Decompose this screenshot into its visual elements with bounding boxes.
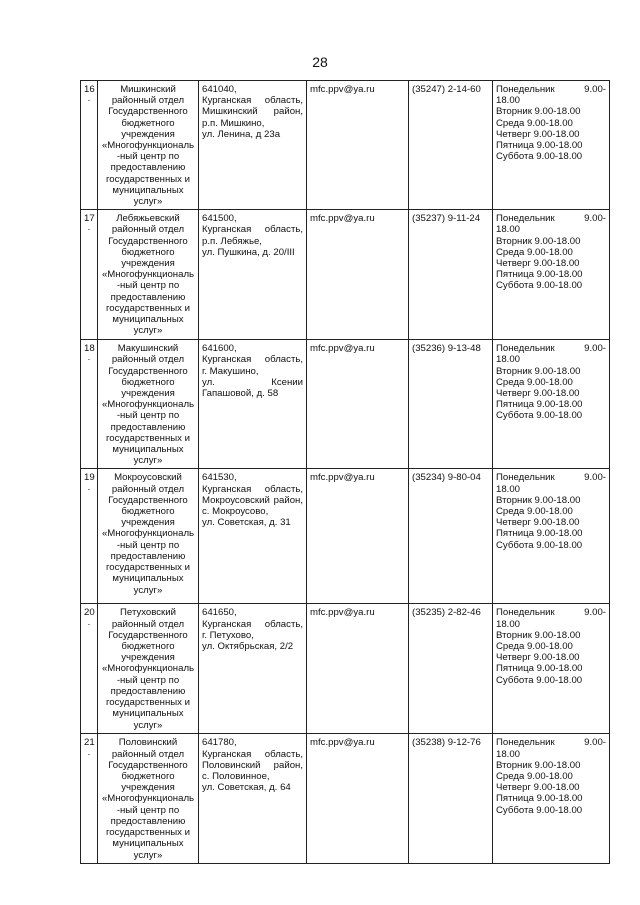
phone-number: (35247) 2-14-60 xyxy=(412,84,481,95)
address-line: Половинский район, xyxy=(202,759,303,771)
office-name-line: бюджетного xyxy=(121,246,175,258)
row-number: 21 xyxy=(84,737,95,749)
hours-cell xyxy=(493,81,610,210)
hours-monday-day: Понедельник xyxy=(496,607,555,619)
hours-line: Пятница 9.00-18.00 xyxy=(496,528,583,540)
phone-number: (35234) 9-80-04 xyxy=(412,472,481,484)
office-name-line: государственных и xyxy=(106,827,190,839)
hours-cell xyxy=(493,340,610,469)
address-cell xyxy=(199,81,307,210)
row-number-dot: . xyxy=(87,352,91,364)
table-row xyxy=(81,210,610,340)
office-name-line: -ный центр по xyxy=(116,410,180,422)
email-link[interactable]: mfc.ppv@ya.ru xyxy=(310,343,375,355)
office-name-line: Лебяжьевский xyxy=(116,213,180,225)
office-name-line: «Многофункциональ xyxy=(101,793,195,805)
hours-line: Пятница 9.00-18.00 xyxy=(496,663,583,675)
hours-cell xyxy=(493,210,610,340)
row-number-cell xyxy=(81,340,98,469)
hours-monday-end: 18.00 xyxy=(496,483,521,495)
hours-monday-line xyxy=(496,737,606,748)
office-name-line: предоставлению xyxy=(110,550,186,562)
office-name-line: государственных и xyxy=(106,697,190,709)
address-line: с. Мокроусово, xyxy=(202,506,269,518)
address-line: Курганская область, xyxy=(202,354,303,366)
office-name-line: бюджетного xyxy=(121,117,175,129)
hours-monday-line xyxy=(496,84,606,95)
hours-line: Четверг 9.00-18.00 xyxy=(496,517,580,529)
table-row xyxy=(81,734,610,863)
office-name-cell xyxy=(98,469,199,604)
hours-monday-end: 18.00 xyxy=(496,618,521,630)
office-name-line: услуг» xyxy=(133,719,163,731)
email-cell xyxy=(307,340,409,469)
office-name-line: бюджетного xyxy=(121,506,175,518)
address-line: р.п. Лебяжье, xyxy=(202,235,262,247)
office-name-line: -ный центр по xyxy=(116,539,180,551)
hours-line: Среда 9.00-18.00 xyxy=(496,117,573,129)
phone-cell xyxy=(409,340,493,469)
office-name-line: предоставлению xyxy=(110,421,186,433)
row-number: 17 xyxy=(84,213,95,225)
office-name-line: Мокроусовский xyxy=(114,472,182,484)
office-name-line: предоставлению xyxy=(110,815,186,827)
office-name-line: бюджетного xyxy=(121,641,175,653)
hours-monday-start: 9.00- xyxy=(584,84,606,95)
office-name-line: муниципальных xyxy=(112,573,184,585)
table-row xyxy=(81,604,610,734)
row-number-cell xyxy=(81,604,98,734)
hours-monday-day: Понедельник xyxy=(496,213,555,225)
phone-cell xyxy=(409,210,493,340)
hours-line: Пятница 9.00-18.00 xyxy=(496,140,583,152)
hours-monday-start: 9.00- xyxy=(584,343,606,355)
address-line: с. Половинное, xyxy=(202,771,270,783)
office-name-line: Государственного xyxy=(108,365,188,377)
row-number: 20 xyxy=(84,607,95,619)
email-cell xyxy=(307,210,409,340)
office-name-line: государственных и xyxy=(106,562,190,574)
office-name-line: услуг» xyxy=(133,849,163,861)
office-name-cell xyxy=(98,340,199,469)
office-name-line: районный отдел xyxy=(111,224,185,236)
office-name-line: районный отдел xyxy=(111,618,185,630)
hours-line: Вторник 9.00-18.00 xyxy=(496,629,581,641)
hours-line: Четверг 9.00-18.00 xyxy=(496,128,580,140)
office-name-line: районный отдел xyxy=(111,354,185,366)
phone-cell xyxy=(409,469,493,604)
office-name-line: учреждения xyxy=(121,258,175,270)
office-name-line: государственных и xyxy=(106,173,190,185)
phone-cell xyxy=(409,81,493,210)
address-line: Курганская область, xyxy=(202,224,303,236)
address-line: 641500, xyxy=(202,213,237,225)
address-line: Мишкинский район, xyxy=(202,106,303,118)
address-line: 641650, xyxy=(202,607,237,619)
row-number-dot: . xyxy=(87,93,91,105)
office-name-line: «Многофункциональ xyxy=(101,140,195,152)
office-name-line: Мишкинский xyxy=(120,84,176,95)
address-line: 641040, xyxy=(202,84,237,95)
office-name-cell xyxy=(98,734,199,863)
row-number-cell xyxy=(81,734,98,863)
address-line: ул. Пушкина, д. 20/III xyxy=(202,246,295,258)
office-name-line: «Многофункциональ xyxy=(101,663,195,675)
hours-line: Четверг 9.00-18.00 xyxy=(496,258,580,270)
hours-monday-start: 9.00- xyxy=(584,213,606,225)
office-name-line: учреждения xyxy=(121,652,175,664)
office-name-line: районный отдел xyxy=(111,95,185,107)
hours-monday-line xyxy=(496,343,606,354)
address-line: 641530, xyxy=(202,472,237,484)
hours-line: Суббота 9.00-18.00 xyxy=(496,280,583,292)
hours-line: Вторник 9.00-18.00 xyxy=(496,365,581,377)
hours-monday-start: 9.00- xyxy=(584,737,606,749)
phone-number: (35237) 9-11-24 xyxy=(412,213,481,225)
hours-line: Пятница 9.00-18.00 xyxy=(496,793,583,805)
email-cell xyxy=(307,734,409,863)
address-line: 641600, xyxy=(202,343,237,355)
office-name-line: предоставлению xyxy=(110,162,186,174)
address-line: Курганская область, xyxy=(202,95,303,107)
office-name-line: Государственного xyxy=(108,629,188,641)
hours-monday-start: 9.00- xyxy=(584,472,606,484)
office-name-line: учреждения xyxy=(121,128,175,140)
office-name-line: муниципальных xyxy=(112,444,184,456)
office-name-line: государственных и xyxy=(106,302,190,314)
row-number-dot: . xyxy=(87,746,91,758)
hours-cell xyxy=(493,604,610,734)
office-name-line: Государственного xyxy=(108,106,188,118)
hours-monday-line xyxy=(496,607,606,618)
hours-line: Четверг 9.00-18.00 xyxy=(496,652,580,664)
mfc-offices-table xyxy=(80,80,610,864)
office-name-line: муниципальных xyxy=(112,838,184,850)
address-line: Курганская область, xyxy=(202,483,303,495)
hours-line: Пятница 9.00-18.00 xyxy=(496,269,583,281)
address-cell xyxy=(199,340,307,469)
office-name-line: -ный центр по xyxy=(116,151,180,163)
hours-line: Суббота 9.00-18.00 xyxy=(496,539,583,551)
office-name-cell xyxy=(98,81,199,210)
email-cell xyxy=(307,604,409,734)
office-name-line: муниципальных xyxy=(112,708,184,720)
office-name-line: Государственного xyxy=(108,494,188,506)
hours-monday-day: Понедельник xyxy=(496,343,555,355)
email-link[interactable]: mfc.ppv@ya.ru xyxy=(310,472,375,484)
hours-monday-start: 9.00- xyxy=(584,607,606,619)
phone-number: (35236) 9-13-48 xyxy=(412,343,481,355)
email-link[interactable]: mfc.ppv@ya.ru xyxy=(310,737,375,749)
office-name-line: услуг» xyxy=(133,325,163,337)
address-line: г. Петухово, xyxy=(202,629,254,641)
office-name-line: Петуховский xyxy=(120,607,176,619)
hours-line: Вторник 9.00-18.00 xyxy=(496,106,581,118)
table-row xyxy=(81,340,610,469)
address-cell xyxy=(199,469,307,604)
address-line: ул. Ленина, д 23а xyxy=(202,128,281,140)
address-line: ул. Ксении xyxy=(202,376,303,388)
office-name-line: муниципальных xyxy=(112,314,184,326)
email-cell xyxy=(307,469,409,604)
row-number-cell xyxy=(81,469,98,604)
hours-line: Суббота 9.00-18.00 xyxy=(496,151,583,163)
office-name-line: услуг» xyxy=(133,584,163,596)
office-name-line: «Многофункциональ xyxy=(101,399,195,411)
hours-monday-end: 18.00 xyxy=(496,95,521,107)
address-line: ул. Советская, д. 31 xyxy=(202,517,291,529)
phone-number: (35235) 2-82-46 xyxy=(412,607,481,619)
email-cell xyxy=(307,81,409,210)
email-link[interactable]: mfc.ppv@ya.ru xyxy=(310,213,375,225)
page-number: 28 xyxy=(312,54,328,70)
office-name-line: услуг» xyxy=(133,196,163,208)
hours-line: Суббота 9.00-18.00 xyxy=(496,674,583,686)
office-name-cell xyxy=(98,210,199,340)
hours-line: Четверг 9.00-18.00 xyxy=(496,388,580,400)
hours-line: Среда 9.00-18.00 xyxy=(496,246,573,258)
address-line: Гапашовой, д. 58 xyxy=(202,388,279,400)
address-cell xyxy=(199,210,307,340)
address-line: ул. Советская, д. 64 xyxy=(202,782,291,794)
hours-cell xyxy=(493,469,610,604)
address-cell xyxy=(199,734,307,863)
office-name-line: «Многофункциональ xyxy=(101,528,195,540)
office-name-cell xyxy=(98,604,199,734)
hours-monday-day: Понедельник xyxy=(496,84,555,95)
office-name-line: предоставлению xyxy=(110,291,186,303)
address-cell xyxy=(199,604,307,734)
office-name-line: бюджетного xyxy=(121,771,175,783)
address-line: г. Макушино, xyxy=(202,365,259,377)
table-row xyxy=(81,81,610,210)
address-line: 641780, xyxy=(202,737,237,749)
row-number-dot: . xyxy=(87,222,91,234)
row-number: 18 xyxy=(84,343,95,355)
office-name-line: -ный центр по xyxy=(116,804,180,816)
hours-line: Четверг 9.00-18.00 xyxy=(496,782,580,794)
address-line: Мокроусовский район, xyxy=(202,494,303,506)
office-name-line: учреждения xyxy=(121,782,175,794)
hours-line: Суббота 9.00-18.00 xyxy=(496,804,583,816)
row-number-cell xyxy=(81,81,98,210)
hours-line: Вторник 9.00-18.00 xyxy=(496,494,581,506)
office-name-line: муниципальных xyxy=(112,184,184,196)
office-name-line: районный отдел xyxy=(111,483,185,495)
address-line: Курганская область, xyxy=(202,748,303,760)
office-name-line: услуг» xyxy=(133,455,163,467)
hours-monday-end: 18.00 xyxy=(496,354,521,366)
hours-line: Вторник 9.00-18.00 xyxy=(496,759,581,771)
office-name-line: предоставлению xyxy=(110,685,186,697)
hours-monday-day: Понедельник xyxy=(496,472,555,484)
hours-line: Среда 9.00-18.00 xyxy=(496,506,573,518)
office-name-line: -ный центр по xyxy=(116,280,180,292)
address-line: Курганская область, xyxy=(202,618,303,630)
phone-cell xyxy=(409,734,493,863)
hours-monday-line xyxy=(496,213,606,224)
office-name-line: районный отдел xyxy=(111,748,185,760)
office-name-line: учреждения xyxy=(121,388,175,400)
hours-line: Среда 9.00-18.00 xyxy=(496,771,573,783)
office-name-line: Государственного xyxy=(108,235,188,247)
hours-line: Среда 9.00-18.00 xyxy=(496,641,573,653)
row-number-dot: . xyxy=(87,481,91,493)
office-name-line: «Многофункциональ xyxy=(101,269,195,281)
phone-cell xyxy=(409,604,493,734)
office-name-line: бюджетного xyxy=(121,376,175,388)
office-name-line: Макушинский xyxy=(117,343,179,355)
hours-line: Среда 9.00-18.00 xyxy=(496,376,573,388)
office-name-line: государственных и xyxy=(106,432,190,444)
hours-line: Суббота 9.00-18.00 xyxy=(496,410,583,422)
hours-line: Пятница 9.00-18.00 xyxy=(496,399,583,411)
row-number: 19 xyxy=(84,472,95,484)
address-line: ул. Октябрьская, 2/2 xyxy=(202,641,294,653)
hours-monday-day: Понедельник xyxy=(496,737,555,749)
address-line: р.п. Мишкино, xyxy=(202,117,265,129)
row-number: 16 xyxy=(84,84,95,95)
hours-cell xyxy=(493,734,610,863)
hours-monday-end: 18.00 xyxy=(496,224,521,236)
email-link[interactable]: mfc.ppv@ya.ru xyxy=(310,84,375,95)
email-link[interactable]: mfc.ppv@ya.ru xyxy=(310,607,375,619)
hours-monday-line xyxy=(496,472,606,483)
hours-monday-end: 18.00 xyxy=(496,748,521,760)
office-name-line: учреждения xyxy=(121,517,175,529)
office-name-line: Половинский xyxy=(118,737,178,749)
office-name-line: Государственного xyxy=(108,759,188,771)
hours-line: Вторник 9.00-18.00 xyxy=(496,235,581,247)
row-number-dot: . xyxy=(87,616,91,628)
row-number-cell xyxy=(81,210,98,340)
table-row xyxy=(81,469,610,604)
phone-number: (35238) 9-12-76 xyxy=(412,737,481,749)
office-name-line: -ный центр по xyxy=(116,674,180,686)
